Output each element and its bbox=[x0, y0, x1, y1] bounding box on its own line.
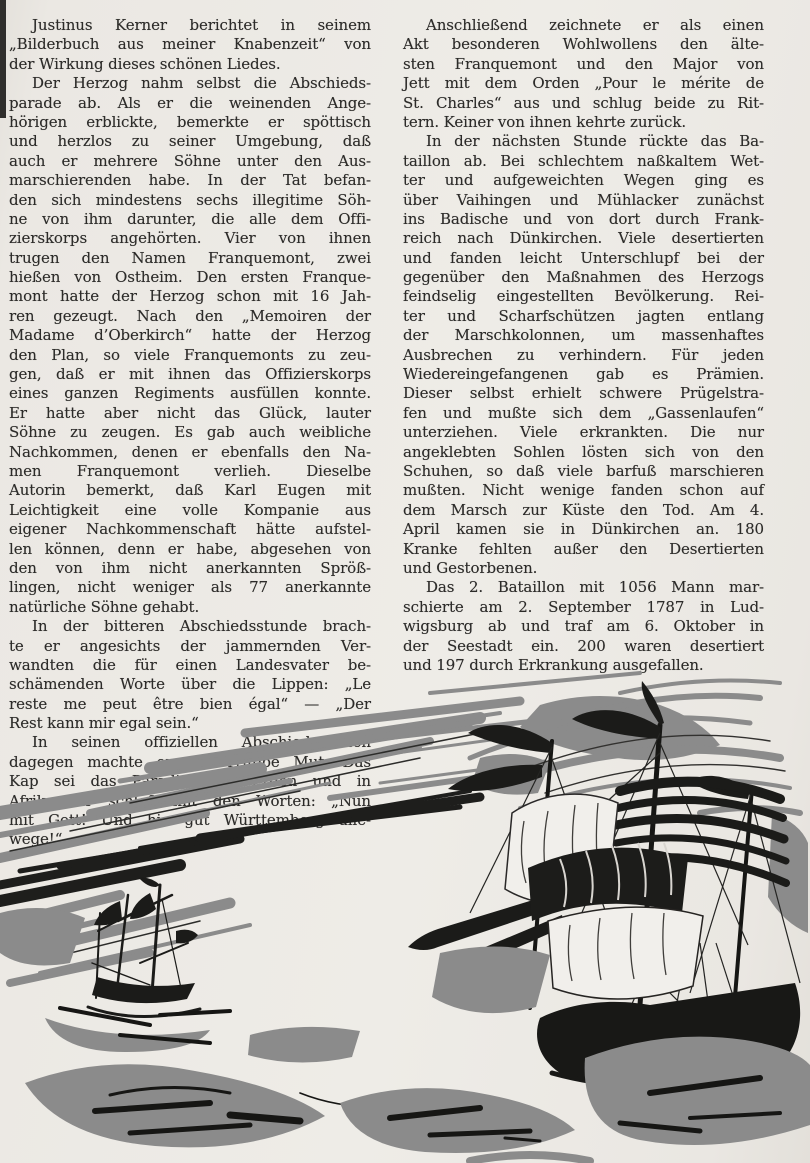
text-line: wege!“ bbox=[9, 830, 63, 849]
text-line: ren gezeugt. Nach den „Memoiren der bbox=[9, 306, 371, 325]
text-line: Rest kann mir egal sein.“ bbox=[9, 714, 199, 733]
text-line: den von ihm nicht anerkannten Spröß- bbox=[9, 558, 371, 577]
paragraph bbox=[9, 617, 371, 733]
text-line: unterziehen. Viele erkrankten. Die nur bbox=[403, 423, 764, 442]
text-line: und 197 durch Erkrankung ausgefallen. bbox=[403, 655, 704, 674]
small-ship bbox=[88, 878, 200, 1017]
text-line: April kamen sie in Dünkirchen an. 180 bbox=[403, 520, 764, 539]
text-line: dagegen machte er der Truppe Mut. Das bbox=[9, 752, 371, 771]
text-line: marschierenden habe. In der Tat befan- bbox=[9, 171, 371, 190]
text-line: mußten. Nicht wenige fanden schon auf bbox=[403, 481, 764, 500]
text-line: tern. Keiner von ihnen kehrte zurück. bbox=[403, 112, 687, 131]
text-line: trugen den Namen Franquemont, zwei bbox=[9, 248, 371, 267]
text-line: Er hatte aber nicht das Glück, lauter bbox=[9, 403, 371, 422]
text-line: auch er mehrere Söhne unter den Aus- bbox=[9, 151, 371, 170]
text-line: mont hatte der Herzog schon mit 16 Jah- bbox=[9, 287, 371, 306]
text-line: schierte am 2. September 1787 in Lud- bbox=[403, 597, 764, 616]
text-line: Ausbrechen zu verhindern. Für jeden bbox=[403, 345, 764, 364]
large-ship bbox=[408, 681, 800, 1090]
text-column-right bbox=[403, 16, 764, 675]
text-line: Dieser selbst erhielt schwere Prügelstra- bbox=[403, 384, 764, 403]
text-line: Das 2. Bataillon mit 1056 Mann mar- bbox=[426, 578, 764, 597]
text-line: Akt besonderen Wohlwollens den älte- bbox=[403, 35, 764, 54]
text-line: reste me peut être bien égal“ — „Der bbox=[9, 694, 371, 713]
scan-edge-artifact bbox=[0, 0, 6, 118]
text-line: ins Badische und von dort durch Frank- bbox=[403, 209, 764, 228]
text-line: taillon ab. Bei schlechtem naßkaltem Wet- bbox=[403, 151, 764, 170]
text-line: reich nach Dünkirchen. Viele desertierten bbox=[403, 229, 764, 248]
text-line: Kap sei das Paradies auf Erden und in bbox=[9, 772, 371, 791]
text-line: Söhne zu zeugen. Es gab auch weibliche bbox=[9, 423, 371, 442]
text-line: eines ganzen Regiments ausfüllen konnte. bbox=[9, 384, 371, 403]
text-line: Nachkommen, denen er ebenfalls den Na- bbox=[9, 442, 371, 461]
text-line: Leichtigkeit eine volle Kompanie aus bbox=[9, 500, 371, 519]
sea-washes bbox=[0, 908, 810, 1161]
text-line: „Bilderbuch aus meiner Knabenzeit“ von bbox=[9, 35, 371, 54]
text-line: men Franquemont verlieh. Dieselbe bbox=[9, 461, 371, 480]
text-line: und fanden leicht Unterschlupf bei der bbox=[403, 248, 764, 267]
paragraph bbox=[9, 733, 371, 849]
text-line: den sich mindestens sechs illegitime Söh- bbox=[9, 190, 371, 209]
text-line: St. Charles“ aus und schlug beide zu Rit- bbox=[403, 93, 764, 112]
text-line: und Gestorbenen. bbox=[403, 558, 538, 577]
text-line: der Wirkung dieses schönen Liedes. bbox=[9, 54, 281, 73]
paragraph bbox=[403, 132, 764, 578]
text-line: parade ab. Als er die weinenden Ange- bbox=[9, 93, 371, 112]
text-line: In der bitteren Abschiedsstunde brach- bbox=[32, 617, 371, 636]
text-line: hießen von Ostheim. Den ersten Franque- bbox=[9, 268, 371, 287]
text-line: angeklebten Sohlen lösten sich von den bbox=[403, 442, 764, 461]
text-line: eigener Nachkommenschaft hätte aufstel- bbox=[9, 520, 371, 539]
text-line: sten Franquemont und den Major von bbox=[403, 54, 764, 73]
text-line: gen, daß er mit ihnen das Offizierskorps bbox=[9, 365, 371, 384]
text-line: der Marschkolonnen, um massenhaftes bbox=[403, 326, 764, 345]
text-line: den Plan, so viele Franquemonts zu zeu- bbox=[9, 345, 371, 364]
text-line: mit Gott! Und hie gut Württemberg alle- bbox=[9, 811, 371, 830]
text-line: ter und aufgeweichten Wegen ging es bbox=[403, 171, 764, 190]
text-line: Autorin bemerkt, daß Karl Eugen mit bbox=[9, 481, 371, 500]
text-line: dem Marsch zur Küste den Tod. Am 4. bbox=[403, 500, 764, 519]
paragraph bbox=[9, 74, 371, 617]
text-line: Schuhen, so daß viele barfuß marschieren bbox=[403, 461, 764, 480]
text-line: lingen, nicht weniger als 77 anerkannte bbox=[9, 578, 371, 597]
text-line: Afrika. Er schloß mit den Worten: „Nun bbox=[9, 791, 371, 810]
text-line: In der nächsten Stunde rückte das Ba- bbox=[426, 132, 764, 151]
text-line: Justinus Kerner berichtet in seinem bbox=[32, 16, 371, 34]
text-line: über Vaihingen und Mühlacker zunächst bbox=[403, 190, 764, 209]
text-line: te er angesichts der jammernden Ver- bbox=[9, 636, 371, 655]
text-line: ter und Scharfschützen jagten entlang bbox=[403, 306, 764, 325]
text-line: und herzlos zu seiner Umgebung, daß bbox=[9, 132, 371, 151]
text-line: len können, denn er habe, abgesehen von bbox=[9, 539, 371, 558]
text-line: zierskorps angehörten. Vier von ihnen bbox=[9, 229, 371, 248]
wash-streaks-right bbox=[470, 681, 800, 813]
text-line: fen und mußte sich dem „Gassenlaufen“ bbox=[403, 403, 764, 422]
text-line: Anschließend zeichnete er als einen bbox=[426, 16, 764, 34]
text-line: hörigen erblickte, bemerkte er spöttisch bbox=[9, 112, 371, 131]
text-line: gegenüber den Maßnahmen des Herzogs bbox=[403, 268, 764, 287]
text-line: natürliche Söhne gehabt. bbox=[9, 597, 200, 616]
text-line: ne von ihm darunter, die alle dem Offi- bbox=[9, 209, 371, 228]
text-line: wigsburg ab und traf am 6. Oktober in bbox=[403, 617, 764, 636]
text-line: schämenden Worte über die Lippen: „Le bbox=[9, 675, 371, 694]
ink-streaks-right bbox=[520, 735, 785, 793]
paragraph bbox=[403, 578, 764, 675]
text-line: feindselig eingestellten Bevölkerung. Rei- bbox=[403, 287, 764, 306]
text-line: der Seestadt ein. 200 waren desertiert bbox=[403, 636, 764, 655]
text-line: wandten die für einen Landesvater be- bbox=[9, 655, 371, 674]
paragraph bbox=[9, 16, 371, 74]
paragraph bbox=[403, 16, 764, 132]
text-line: Wiedereingefangenen gab es Prämien. bbox=[403, 365, 764, 384]
text-line: Madame d’Oberkirch“ hatte der Herzog bbox=[9, 326, 371, 345]
text-line: Kranke fehlten außer den Desertierten bbox=[403, 539, 764, 558]
text-column-left bbox=[9, 16, 371, 850]
text-line: In seinen offiziellen Abschiedsworten bbox=[32, 733, 371, 752]
wash-patches-top bbox=[472, 696, 808, 933]
text-line: Jett mit dem Orden „Pour le mérite de bbox=[403, 74, 764, 93]
text-line: Der Herzog nahm selbst die Abschieds- bbox=[32, 74, 371, 93]
